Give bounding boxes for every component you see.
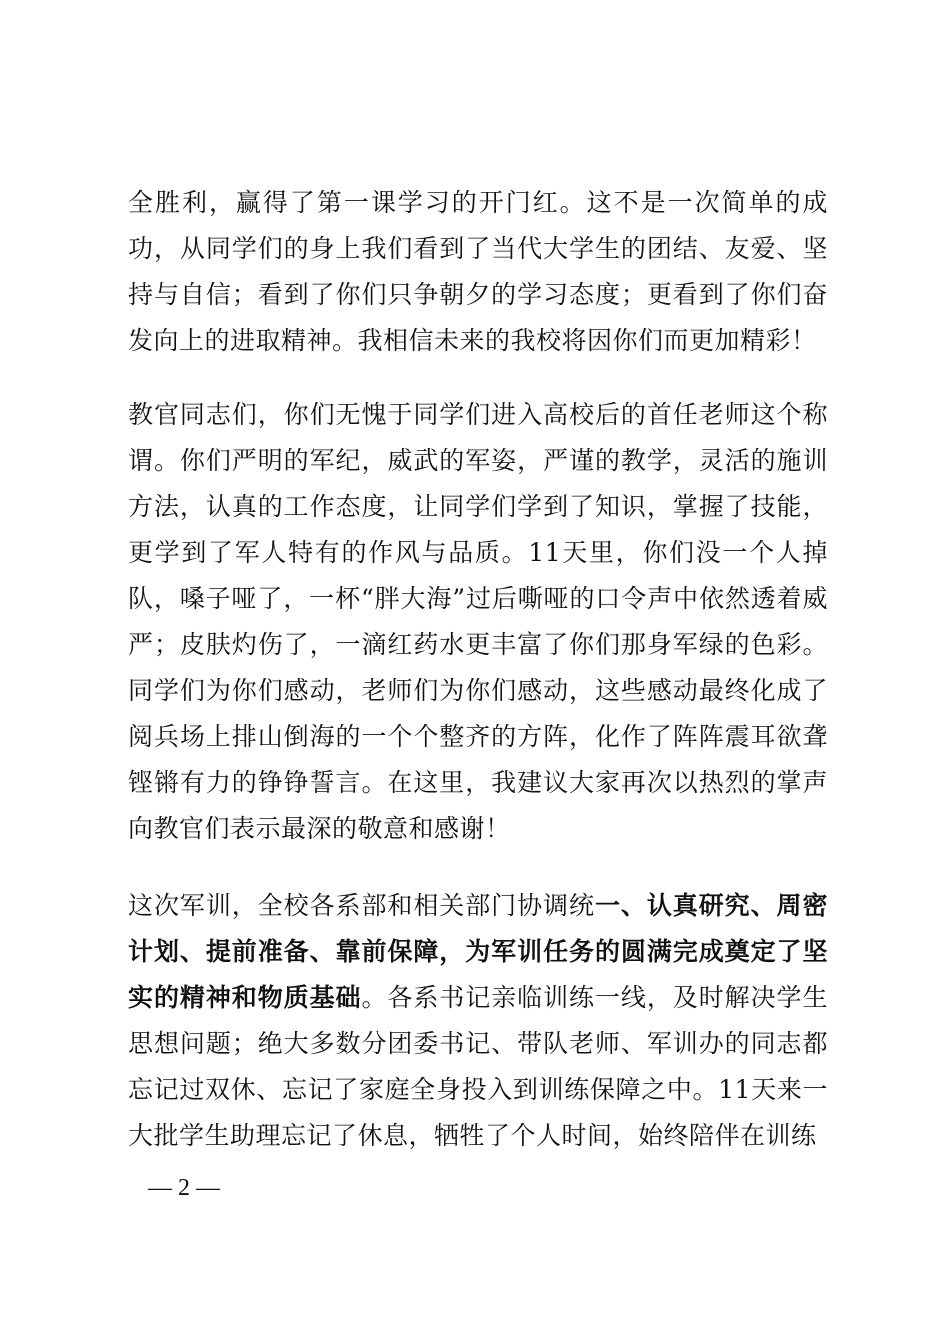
paragraph-3-end: 。各系书记亲临训练一线，及时解决学生思想问题；绝大多数分团委书记、带队老师、军训办的同志都忘记过双休、忘记了家庭全身投入到训练保障之中。11天来一大批学生助理忘记了休息，牺牲了个人时间，始终陪伴在训练 xyxy=(128,983,828,1150)
paragraph-3-bold-text: 一、认真研究、周密计划、提前准备、靠前保障，为军训任务的圆满完成奠定了坚实的精神和物质基础 xyxy=(128,891,828,1012)
paragraph-1: 全胜利，赢得了第一课学习的开门红。这不是一次简单的成功，从同学们的身上我们看到了当代大学生的团结、友爱、坚持与自信；看到了你们只争朝夕的学习态度；更看到了你们奋发向上的进取精神。我相信未来的我校将因你们而更加精彩！ xyxy=(128,188,828,355)
page-number: — 2 — xyxy=(148,1175,220,1201)
paragraph-2: 教官同志们，你们无愧于同学们进入高校后的首任老师这个称谓。你们严明的军纪，威武的军姿，严谨的教学，灵活的施训方法，认真的工作态度，让同学们学到了知识，掌握了技能，更学到了军人特有的作风与品质。11天里，你们没一个人掉队，嗓子哑了，一杯“胖大海”过后嘶哑的口令声中依然透着威严；皮肤灼伤了，一滴红药水更丰富了你们那身军绿的色彩。同学们为你们感动，老师们为你们感动，这些感动最终化成了阅兵场上排山倒海的一个个整齐的方阵，化作了阵阵震耳欲聋铿锵有力的铮铮誓言。在这里，我建议大家再次以热烈的掌声向教官们表示最深的敬意和感谢！ xyxy=(128,400,828,843)
paragraph-3-start: 这次军训，全校各系部和相关部门协调统 xyxy=(128,891,595,920)
paragraph-3 xyxy=(128,883,828,1159)
